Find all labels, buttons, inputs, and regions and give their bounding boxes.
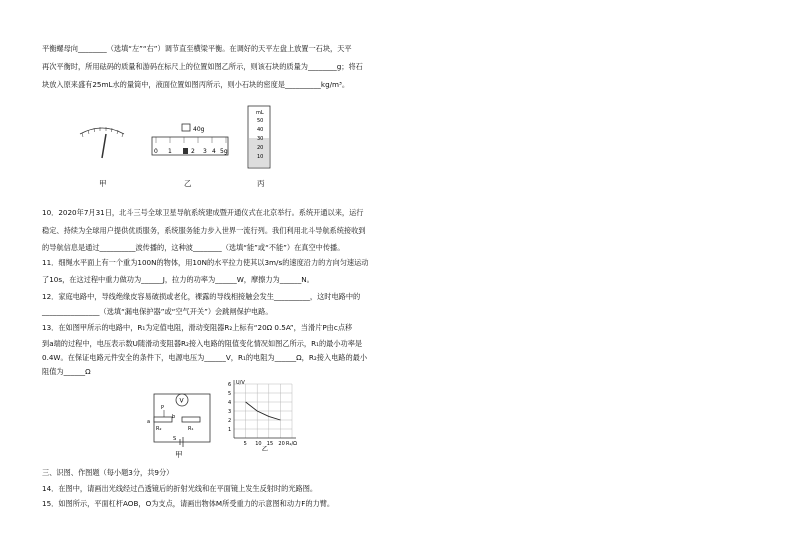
circuit-caption: 甲 [175, 450, 183, 459]
voltmeter-label: V [179, 397, 184, 405]
label-p: P [161, 405, 165, 411]
chart-caption: 乙 [261, 446, 268, 453]
dial-pointer [102, 134, 106, 158]
text-line: 15．如图所示，平面杠杆AOB，O为支点，请画出物体M所受重力的示意图和动力F的力臂。 [42, 499, 335, 508]
label-s: S [173, 436, 177, 442]
text-line: 了10s，在这过程中重力做功为______J，拉力的功率为______W，摩擦力为______N。 [42, 275, 314, 284]
label-a: a [147, 419, 151, 425]
text-line: 13．在如图甲所示的电路中，R₁为定值电阻，滑动变阻器R₂上标有“20Ω 0.5A”，当滑片P由c点移 [42, 323, 353, 332]
x-tick-label: 10 [255, 441, 262, 447]
figure-label-yi: 乙 [184, 179, 192, 188]
text-line: 10．2020年7月31日，北斗三号全球卫星导航系统建成暨开通仪式在北京举行。系统开通以来，运行 [42, 208, 364, 217]
dial-ticks [82, 127, 123, 137]
circuit-svg [140, 382, 215, 450]
ruler [152, 137, 228, 155]
y-tick-label: 4 [228, 400, 232, 406]
figure-label-bing: 丙 [257, 179, 265, 188]
tick: 10 [257, 154, 264, 160]
text-line: ________________（选填“漏电保护器”或“空气开关”）会跳闸保护电路。 [42, 307, 273, 316]
text-line: 平衡螺母向________（选填“左”“右”）调节直至横梁平衡。在调好的天平左盘上放置一石块，天平 [42, 44, 352, 53]
cylinder-unit: mL [256, 110, 264, 116]
voltage-chart-svg [222, 378, 302, 453]
cylinder-liquid [249, 138, 269, 167]
text-line: 0.4W。在保证电路元件安全的条件下，电源电压为______V，R₁的电阻为______Ω，R₂接入电路的最小 [42, 353, 368, 362]
tick: 2 [191, 148, 195, 155]
tick: 30 [257, 136, 264, 142]
section-heading: 三、识图、作图题（每小题3分，共9分） [42, 468, 174, 477]
text-line: 11．细绳水平面上有一个重为100N的物体，用10N的水平拉力使其以3m/s的速度沿力的方向匀速运动 [42, 258, 369, 267]
tick: 50 [257, 118, 264, 124]
tick: 40 [257, 127, 264, 133]
label-r2: R₂ [156, 426, 162, 432]
tick: 3 [203, 148, 207, 155]
x-tick-label: 5 [243, 441, 247, 447]
figure-label-jia: 甲 [99, 179, 107, 188]
y-axis-label: U/V [236, 380, 245, 386]
text-line: 到a端的过程中，电压表示数U随滑动变阻器R₂接入电路的阻值变化情况如图乙所示，R₁的最小功率是 [42, 339, 363, 348]
y-tick-label: 3 [228, 409, 232, 415]
text-line: 稳定、持续为全球用户提供优质服务，系统服务能力步入世界一流行列。我们利用北斗导航系统接收到 [42, 226, 366, 235]
y-tick-label: 6 [228, 382, 232, 388]
weight-box [182, 124, 190, 131]
y-tick-label: 2 [228, 418, 232, 424]
text-line: 的导航信息是通过__________波传播的，这种波________（选填“能”或“不能”）在真空中传播。 [42, 243, 345, 252]
tick: 20 [257, 145, 264, 151]
text-line: 块放入原来盛有25mL水的量筒中，液面位置如图丙所示，则小石块的密度是__________kg/m³。 [42, 80, 350, 89]
x-tick-label: 20 [278, 441, 285, 447]
rider [183, 148, 188, 154]
tick: 5g [220, 148, 228, 155]
rheostat-r2 [154, 417, 172, 422]
voltage-chart [222, 378, 302, 453]
tick: 4 [212, 148, 216, 155]
circuit-diagram [140, 382, 215, 450]
text-line: 14．在图中，请画出光线经过凸透镜后的折射光线和在平面镜上发生反射时的光路图。 [42, 484, 318, 493]
label-r1: R₁ [188, 426, 194, 432]
y-tick-label: 5 [228, 391, 232, 397]
label-b: b [172, 414, 176, 420]
tick: 1 [168, 148, 172, 155]
tick: 0 [154, 148, 158, 155]
x-tick-label: 15 [266, 441, 274, 447]
text-line: 12．家庭电路中，导线绝缘皮容易破损或老化，裸露的导线相接触会发生__________，这时电路中的 [42, 292, 361, 301]
resistor-r1 [182, 417, 200, 422]
x-axis-label: R₂/Ω [286, 441, 297, 447]
text-line: 阻值为______Ω [42, 367, 91, 376]
weight-label: 40g [193, 126, 205, 133]
text-line: 再次平衡时，所用砝码的质量和游码在标尺上的位置如图乙所示，则该石块的质量为________g；将石 [42, 62, 363, 71]
y-tick-label: 1 [228, 427, 232, 433]
